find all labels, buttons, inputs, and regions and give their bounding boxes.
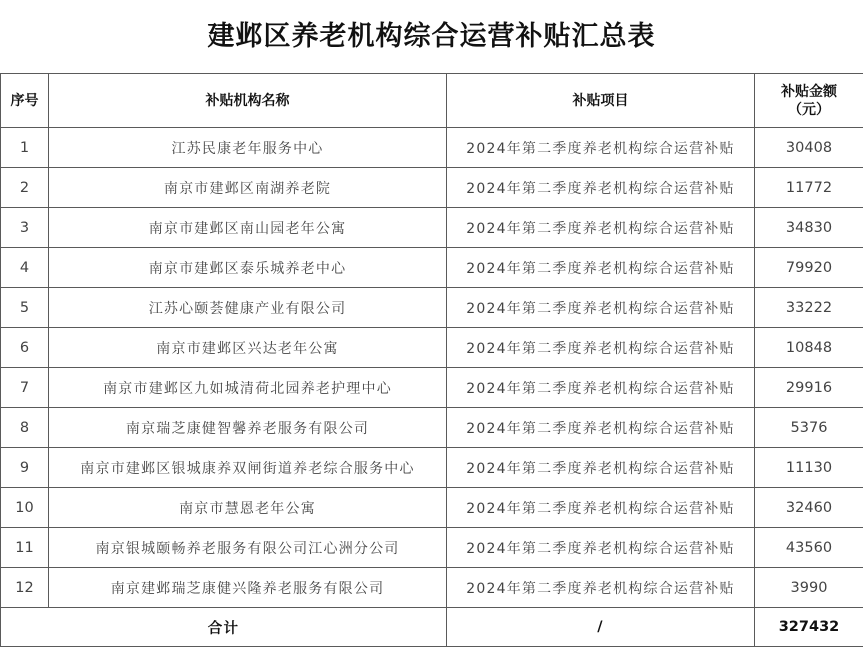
row-amount: 34830 [755, 208, 863, 248]
row-index: 8 [1, 408, 49, 448]
table-row [1, 288, 863, 328]
row-amount: 10848 [755, 328, 863, 368]
row-subsidy-item: 2024年第二季度养老机构综合运营补贴 [447, 168, 755, 208]
row-org-name: 南京市建邺区兴达老年公寓 [49, 328, 447, 368]
table-row [1, 248, 863, 288]
row-index: 6 [1, 328, 49, 368]
row-index: 7 [1, 368, 49, 408]
row-subsidy-item: 2024年第二季度养老机构综合运营补贴 [447, 368, 755, 408]
row-org-name: 南京市建邺区泰乐城养老中心 [49, 248, 447, 288]
header-amount-unit: （元） [788, 101, 830, 118]
table-body [1, 128, 863, 608]
total-item: / [447, 608, 755, 647]
row-amount: 43560 [755, 528, 863, 568]
row-index: 3 [1, 208, 49, 248]
total-label: 合计 [1, 608, 447, 647]
header-row [1, 74, 863, 128]
row-amount: 11130 [755, 448, 863, 488]
row-subsidy-item: 2024年第二季度养老机构综合运营补贴 [447, 288, 755, 328]
total-row [1, 608, 863, 647]
row-subsidy-item: 2024年第二季度养老机构综合运营补贴 [447, 128, 755, 168]
row-index: 10 [1, 488, 49, 528]
table-row [1, 128, 863, 168]
row-index: 9 [1, 448, 49, 488]
header-subsidy-item: 补贴项目 [447, 74, 755, 128]
page-title: 建邺区养老机构综合运营补贴汇总表 [207, 21, 656, 52]
header-index: 序号 [1, 74, 49, 128]
table-row [1, 328, 863, 368]
row-subsidy-item: 2024年第二季度养老机构综合运营补贴 [447, 488, 755, 528]
row-org-name: 南京市慧恩老年公寓 [49, 488, 447, 528]
subsidy-table [0, 73, 863, 647]
row-org-name: 南京银城颐畅养老服务有限公司江心洲分公司 [49, 528, 447, 568]
row-org-name: 江苏心颐荟健康产业有限公司 [49, 288, 447, 328]
row-subsidy-item: 2024年第二季度养老机构综合运营补贴 [447, 408, 755, 448]
row-amount: 32460 [755, 488, 863, 528]
row-index: 4 [1, 248, 49, 288]
table-row [1, 448, 863, 488]
row-amount: 79920 [755, 248, 863, 288]
table-row [1, 528, 863, 568]
total-amount: 327432 [755, 608, 863, 647]
row-amount: 30408 [755, 128, 863, 168]
row-subsidy-item: 2024年第二季度养老机构综合运营补贴 [447, 328, 755, 368]
row-org-name: 南京建邺瑞芝康健兴隆养老服务有限公司 [49, 568, 447, 608]
row-index: 11 [1, 528, 49, 568]
row-index: 5 [1, 288, 49, 328]
header-amount [755, 74, 863, 128]
table-row [1, 368, 863, 408]
row-subsidy-item: 2024年第二季度养老机构综合运营补贴 [447, 208, 755, 248]
row-org-name: 南京瑞芝康健智馨养老服务有限公司 [49, 408, 447, 448]
row-org-name: 江苏民康老年服务中心 [49, 128, 447, 168]
table-row [1, 208, 863, 248]
row-amount: 5376 [755, 408, 863, 448]
row-amount: 33222 [755, 288, 863, 328]
row-subsidy-item: 2024年第二季度养老机构综合运营补贴 [447, 448, 755, 488]
row-amount: 3990 [755, 568, 863, 608]
table-row [1, 168, 863, 208]
table-row [1, 568, 863, 608]
table-row [1, 488, 863, 528]
row-org-name: 南京市建邺区九如城清荷北园养老护理中心 [49, 368, 447, 408]
row-org-name: 南京市建邺区银城康养双闸街道养老综合服务中心 [49, 448, 447, 488]
row-index: 2 [1, 168, 49, 208]
row-subsidy-item: 2024年第二季度养老机构综合运营补贴 [447, 528, 755, 568]
row-amount: 29916 [755, 368, 863, 408]
row-subsidy-item: 2024年第二季度养老机构综合运营补贴 [447, 248, 755, 288]
row-index: 12 [1, 568, 49, 608]
row-index: 1 [1, 128, 49, 168]
row-amount: 11772 [755, 168, 863, 208]
header-org-name: 补贴机构名称 [49, 74, 447, 128]
row-org-name: 南京市建邺区南山园老年公寓 [49, 208, 447, 248]
row-org-name: 南京市建邺区南湖养老院 [49, 168, 447, 208]
row-subsidy-item: 2024年第二季度养老机构综合运营补贴 [447, 568, 755, 608]
header-amount-label: 补贴金额 [781, 83, 837, 100]
table-row [1, 408, 863, 448]
